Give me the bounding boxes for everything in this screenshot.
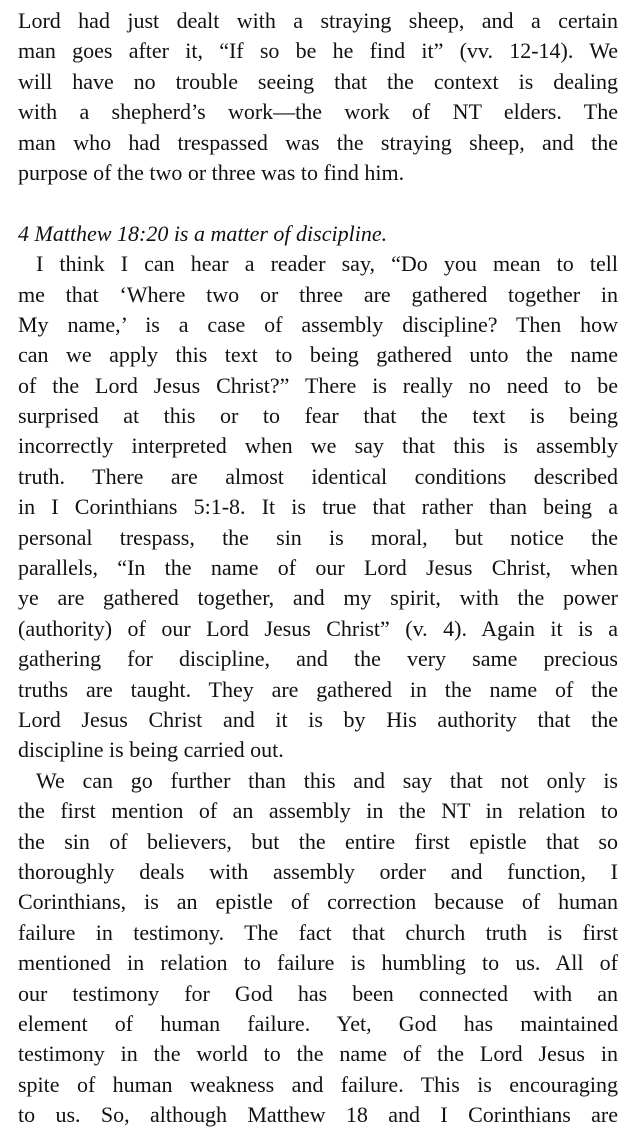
text-line: I think I can hear a reader say, “Do you mean to tell xyxy=(36,251,618,277)
text-line: the sin of believers, but the entire first epistle that so xyxy=(18,828,618,854)
text-line: in I Corinthians 5:1-8. It is true that rather than being a xyxy=(18,494,618,520)
text-line: gathering for discipline, and the very same precious xyxy=(18,646,618,672)
section-heading: 4 Matthew 18:20 is a matter of discipline. xyxy=(18,220,388,246)
text-line: purpose of the two or three was to find him. xyxy=(18,159,405,185)
text-line: Lord Jesus Christ and it is by His authority that the xyxy=(18,706,618,732)
text-line: Corinthians, is an epistle of correction because of human xyxy=(18,889,618,915)
text-line: ye are gathered together, and my spirit, with the power xyxy=(18,585,618,611)
text-line: to us. So, although Matthew 18 and I Corinthians are xyxy=(18,1102,618,1128)
text-line: thoroughly deals with assembly order and function, I xyxy=(18,858,618,884)
text-line: We can go further than this and say that not only is xyxy=(36,767,618,793)
paragraph-correction xyxy=(18,766,618,1130)
text-line: can we apply this text to being gathered unto the name xyxy=(18,342,618,368)
text-line: My name,’ is a case of assembly discipline? Then how xyxy=(18,311,618,337)
text-line: mentioned in relation to failure is humbling to us. All of xyxy=(18,950,618,976)
text-line: spite of human weakness and failure. This is encouraging xyxy=(18,1071,618,1097)
text-line: will have no trouble seeing that the context is dealing xyxy=(18,68,618,94)
text-line: man who had trespassed was the straying sheep, and the xyxy=(18,129,618,155)
text-line: truth. There are almost identical conditions described xyxy=(18,463,618,489)
paragraph-gap xyxy=(18,188,618,218)
text-line: element of human failure. Yet, God has maintained xyxy=(18,1010,618,1036)
document-page xyxy=(18,6,618,1130)
text-line: truths are taught. They are gathered in the name of the xyxy=(18,676,618,702)
text-line: surprised at this or to fear that the text is being xyxy=(18,403,618,429)
text-line: me that ‘Where two or three are gathered together in xyxy=(18,281,618,307)
text-line: man goes after it, “If so be he find it” (vv. 12-14). We xyxy=(18,38,618,64)
text-line: the first mention of an assembly in the NT in relation to xyxy=(18,798,618,824)
paragraph-discipline xyxy=(18,249,618,766)
text-line: of the Lord Jesus Christ?” There is really no need to be xyxy=(18,372,618,398)
text-line: parallels, “In the name of our Lord Jesus Christ, when xyxy=(18,555,618,581)
text-line: discipline is being carried out. xyxy=(18,737,284,763)
text-line: incorrectly interpreted when we say that this is assembly xyxy=(18,433,618,459)
text-line: personal trespass, the sin is moral, but notice the xyxy=(18,524,618,550)
text-line: failure in testimony. The fact that church truth is first xyxy=(18,919,618,945)
text-line: with a shepherd’s work—the work of NT elders. The xyxy=(18,99,618,125)
text-line: Lord had just dealt with a straying sheep, and a certain xyxy=(18,8,618,33)
text-line: (authority) of our Lord Jesus Christ” (v. 4). Again it is a xyxy=(18,615,618,641)
text-line: testimony in the world to the name of the Lord Jesus in xyxy=(18,1041,618,1067)
paragraph-straying-sheep xyxy=(18,6,618,188)
text-line: our testimony for God has been connected with an xyxy=(18,980,618,1006)
